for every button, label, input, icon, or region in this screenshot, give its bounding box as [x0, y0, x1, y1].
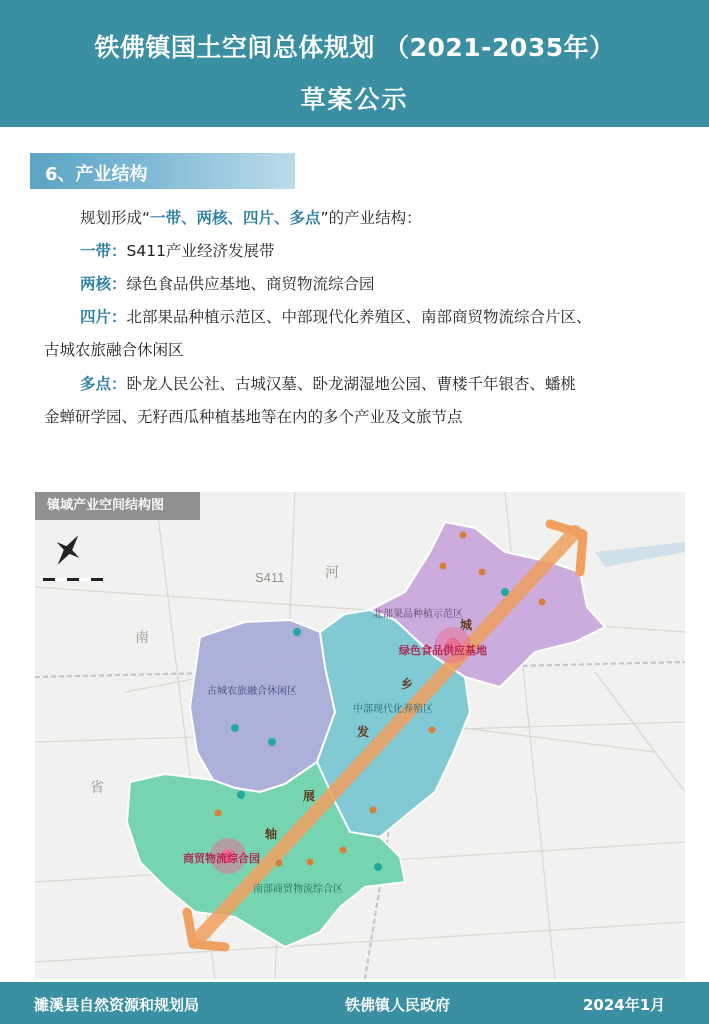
node-marker: [460, 532, 467, 539]
map-label-river: 河: [325, 564, 339, 580]
map-title-tag: 镇域产业空间结构图: [35, 492, 200, 520]
section-heading-bar: [30, 153, 295, 189]
node-marker: [374, 863, 382, 871]
page-header: [0, 0, 709, 127]
zone-label-south: 南部商贸物流综合区: [253, 884, 343, 895]
node-marker: [215, 810, 222, 817]
map-label-province-1: 南: [135, 629, 149, 645]
axis-char-2: 乡: [401, 677, 414, 691]
node-marker: [501, 588, 509, 596]
intro-paragraph: [80, 206, 422, 228]
zone-label-middle: 中部现代化养殖区: [353, 704, 433, 715]
belt-line: [80, 239, 274, 261]
industry-structure-map: [35, 492, 685, 979]
footer-left: 濉溪县自然资源和规划局: [34, 996, 200, 1014]
scale-bar: [43, 578, 103, 581]
node-marker: [340, 847, 347, 854]
node-marker: [268, 738, 276, 746]
points-line-2: 金蝉研学园、无籽西瓜种植基地等在内的多个产业及文旅节点: [44, 408, 463, 426]
node-marker: [370, 807, 377, 814]
points-line: [80, 372, 576, 394]
page-title: 铁佛镇国土空间总体规划 （2021-2035年）: [94, 33, 615, 62]
page-subtitle: 草案公示: [300, 85, 409, 114]
page-footer: [0, 982, 709, 1024]
intro-highlight: 一带、两核、四片、多点: [150, 209, 321, 227]
points-label: 多点：: [80, 375, 127, 393]
section-title: 6、产业结构: [45, 164, 148, 185]
map-label-road-s411: S411: [255, 570, 285, 585]
axis-char-1: 城: [460, 618, 473, 632]
map-river: [595, 542, 685, 567]
map-label-province-2: 省: [90, 779, 104, 795]
axis-char-4: 展: [303, 789, 316, 803]
node-marker: [479, 569, 486, 576]
footer-center: 铁佛镇人民政府: [345, 996, 451, 1014]
node-marker: [237, 791, 245, 799]
cores-label: 两核：: [80, 275, 127, 293]
zones-line-2: 古城农旅融合休闲区: [44, 341, 184, 359]
belt-text: S411产业经济发展带: [126, 242, 275, 260]
node-marker: [307, 859, 314, 866]
intro-suffix: ”的产业结构：: [320, 209, 422, 227]
core-label-logistics: 商贸物流综合园: [183, 853, 260, 865]
node-marker: [539, 599, 546, 606]
zones-line: [80, 305, 592, 327]
axis-char-5: 轴: [265, 827, 278, 841]
zone-label-north: 北部果品种植示范区: [373, 609, 463, 620]
zones-text-1: 北部果品种植示范区、中部现代化养殖区、南部商贸物流综合片区、: [126, 308, 592, 326]
node-marker: [231, 724, 239, 732]
belt-label: 一带：: [80, 242, 127, 260]
map-canvas: [35, 492, 685, 979]
node-marker: [276, 860, 283, 867]
cores-line: [80, 272, 375, 294]
zones-label: 四片：: [80, 308, 127, 326]
cores-text: 绿色食品供应基地、商贸物流综合园: [126, 275, 375, 293]
points-text-1: 卧龙人民公社、古城汉墓、卧龙湖湿地公园、曹楼千年银杏、蟠桃: [126, 375, 577, 393]
intro-prefix: 规划形成“: [80, 209, 151, 227]
footer-right: 2024年1月: [583, 996, 666, 1014]
zone-label-west: 古城农旅融合休闲区: [207, 686, 297, 697]
axis-char-3: 发: [357, 725, 370, 739]
node-marker: [440, 563, 447, 570]
core-label-green-food: 绿色食品供应基地: [399, 645, 487, 657]
node-marker: [293, 628, 301, 636]
node-marker: [429, 727, 436, 734]
north-arrow-icon: [54, 533, 81, 567]
